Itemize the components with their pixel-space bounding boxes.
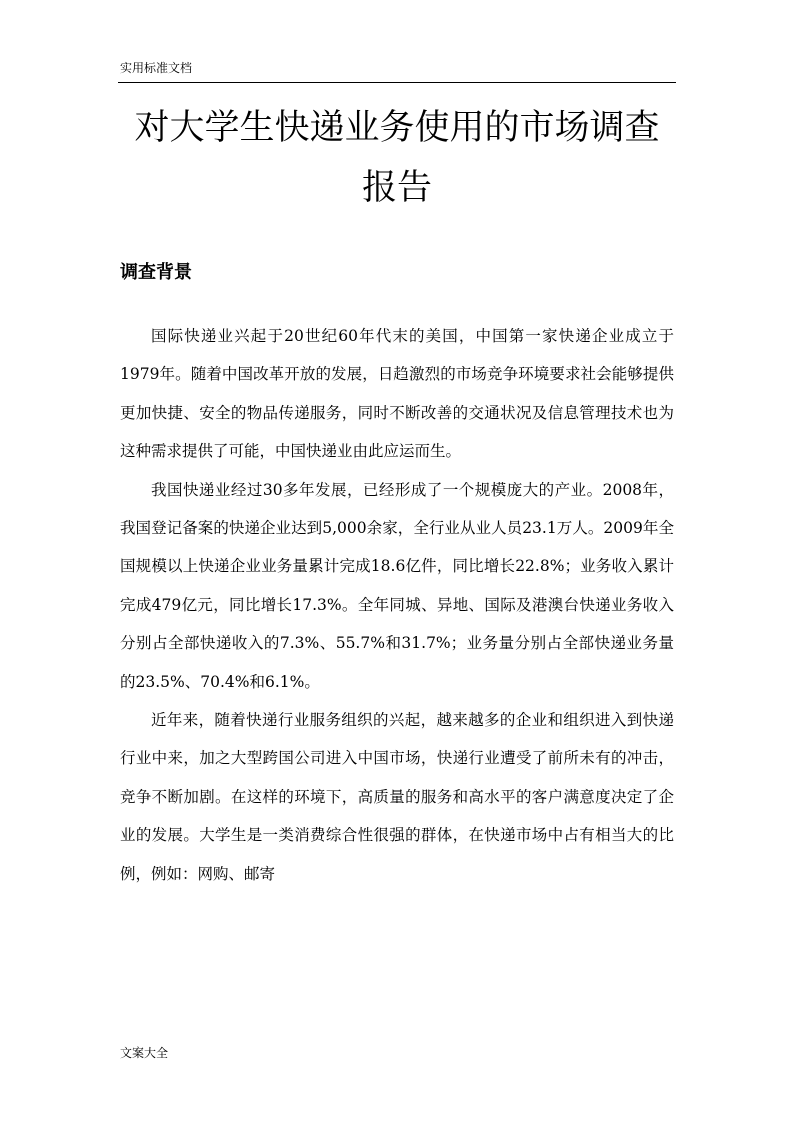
- page-header: 实用标准文档: [120, 61, 193, 75]
- body-text: [120, 317, 674, 893]
- page-footer: 文案大全: [120, 1046, 169, 1060]
- header-rule: [118, 82, 676, 83]
- paragraph-1: 国际快递业兴起于20世纪60年代末的美国，中国第一家快递企业成立于1979年。随着中国改革开放的发展，日趋激烈的市场竞争环境要求社会能够提供更加快捷、安全的物品传递服务，同时不断改善的交通状况及信息管理技术也为这种需求提供了可能，中国快递业由此应运而生。: [120, 327, 674, 461]
- paragraph-3: 近年来，随着快递行业服务组织的兴起，越来越多的企业和组织进入到快递行业中来，加之大型跨国公司进入中国市场，快递行业遭受了前所未有的冲击，竞争不断加剧。在这样的环境下，高质量的服务和高水平的客户满意度决定了企业的发展。大学生是一类消费综合性很强的群体，在快递市场中占有相当大的比例，例如：网购、邮寄: [120, 711, 674, 883]
- document-title: 对大学生快递业务使用的市场调查报告: [134, 108, 660, 208]
- section-heading: 调查背景: [120, 262, 192, 283]
- paragraph-2: 我国快递业经过30多年发展，已经形成了一个规模庞大的产业。2008年，我国登记备案的快递企业达到5,000余家，全行业从业人员23.1万人。2009年全国规模以上快递企业业务量累计完成18.6亿件，同比增长22.8%；业务收入累计完成479亿元，同比增长17.3%。全年同城、异地、国际及港澳台快递业务收入分别占全部快递收入的7.3%、55.7%和31.7%；业务量分别占全部快递业务量的23.5%、70.4%和6.1%。: [120, 480, 674, 691]
